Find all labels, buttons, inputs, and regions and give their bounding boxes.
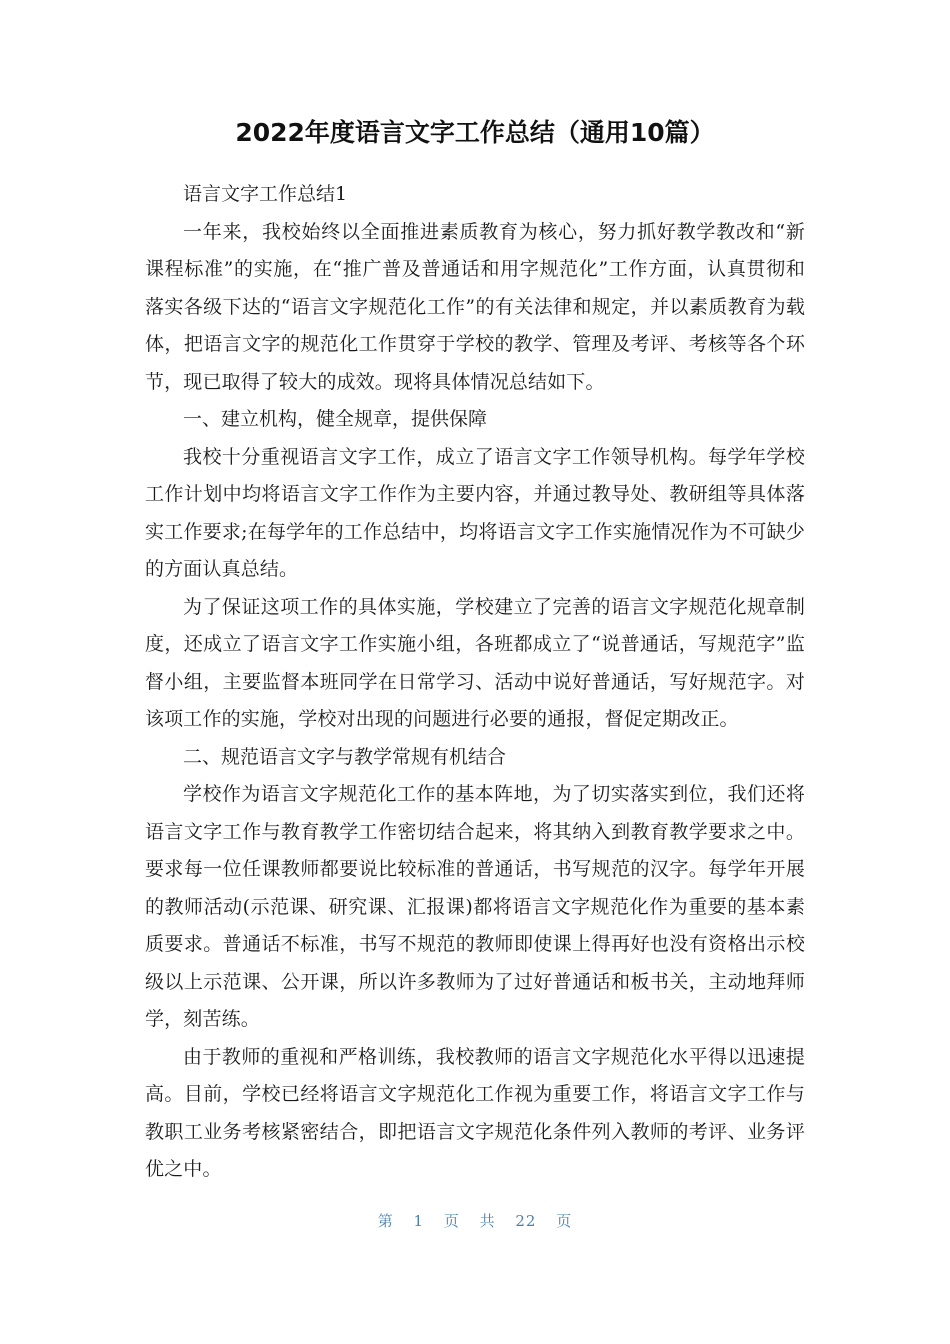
section-heading: 二、规范语言文字与教学常规有机结合	[183, 745, 507, 768]
paragraph: 我校十分重视语言文字工作，成立了语言文字工作领导机构。每学年学校工作计划中均将语言文字工作作为主要内容，并通过教导处、教研组等具体落实工作要求;在每学年的工作总结中，均将语言文字工作实施情况作为不可缺少的方面认真总结。	[145, 445, 805, 580]
section-heading: 语言文字工作总结1	[183, 183, 348, 205]
page-number-footer: 第 1 页 共 22 页	[377, 1212, 573, 1230]
section-heading: 一、建立机构，健全规章，提供保障	[183, 408, 488, 430]
paragraph: 一年来，我校始终以全面推进素质教育为核心，努力抓好教学教改和“新课程标准”的实施，在“推广普及普通话和用字规范化”工作方面，认真贯彻和落实各级下达的“语言文字规范化工作”的有关法律和规定，并以素质教育为载体，把语言文字的规范化工作贯穿于学校的教学、管理及考评、考核等各个环节，现已取得了较大的成效。现将具体情况总结如下。	[145, 220, 805, 393]
paragraph: 学校作为语言文字规范化工作的基本阵地，为了切实落实到位，我们还将语言文字工作与教育教学工作密切结合起来，将其纳入到教育教学要求之中。要求每一位任课教师都要说比较标准的普通话，书写规范的汉字。每学年开展的教师活动(示范课、研究课、汇报课)都将语言文字规范化作为重要的基本素质要求。普通话不标准，书写不规范的教师即使课上得再好也没有资格出示校级以上示范课、公开课，所以许多教师为了过好普通话和板书关，主动地拜师学，刻苦练。	[145, 783, 805, 1030]
paragraph: 为了保证这项工作的具体实施，学校建立了完善的语言文字规范化规章制度，还成立了语言文字工作实施小组，各班都成立了“说普通话，写规范字”监督小组，主要监督本班同学在日常学习、活动中说好普通话，写好规范字。对该项工作的实施，学校对出现的问题进行必要的通报，督促定期改正。	[145, 595, 805, 730]
paragraph: 由于教师的重视和严格训练，我校教师的语言文字规范化水平得以迅速提高。目前，学校已经将语言文字规范化工作视为重要工作，将语言文字工作与教职工业务考核紧密结合，即把语言文字规范化条件列入教师的考评、业务评优之中。	[145, 1045, 805, 1180]
document-title: 2022年度语言文字工作总结（通用10篇）	[235, 118, 715, 147]
document-body	[145, 176, 805, 1189]
